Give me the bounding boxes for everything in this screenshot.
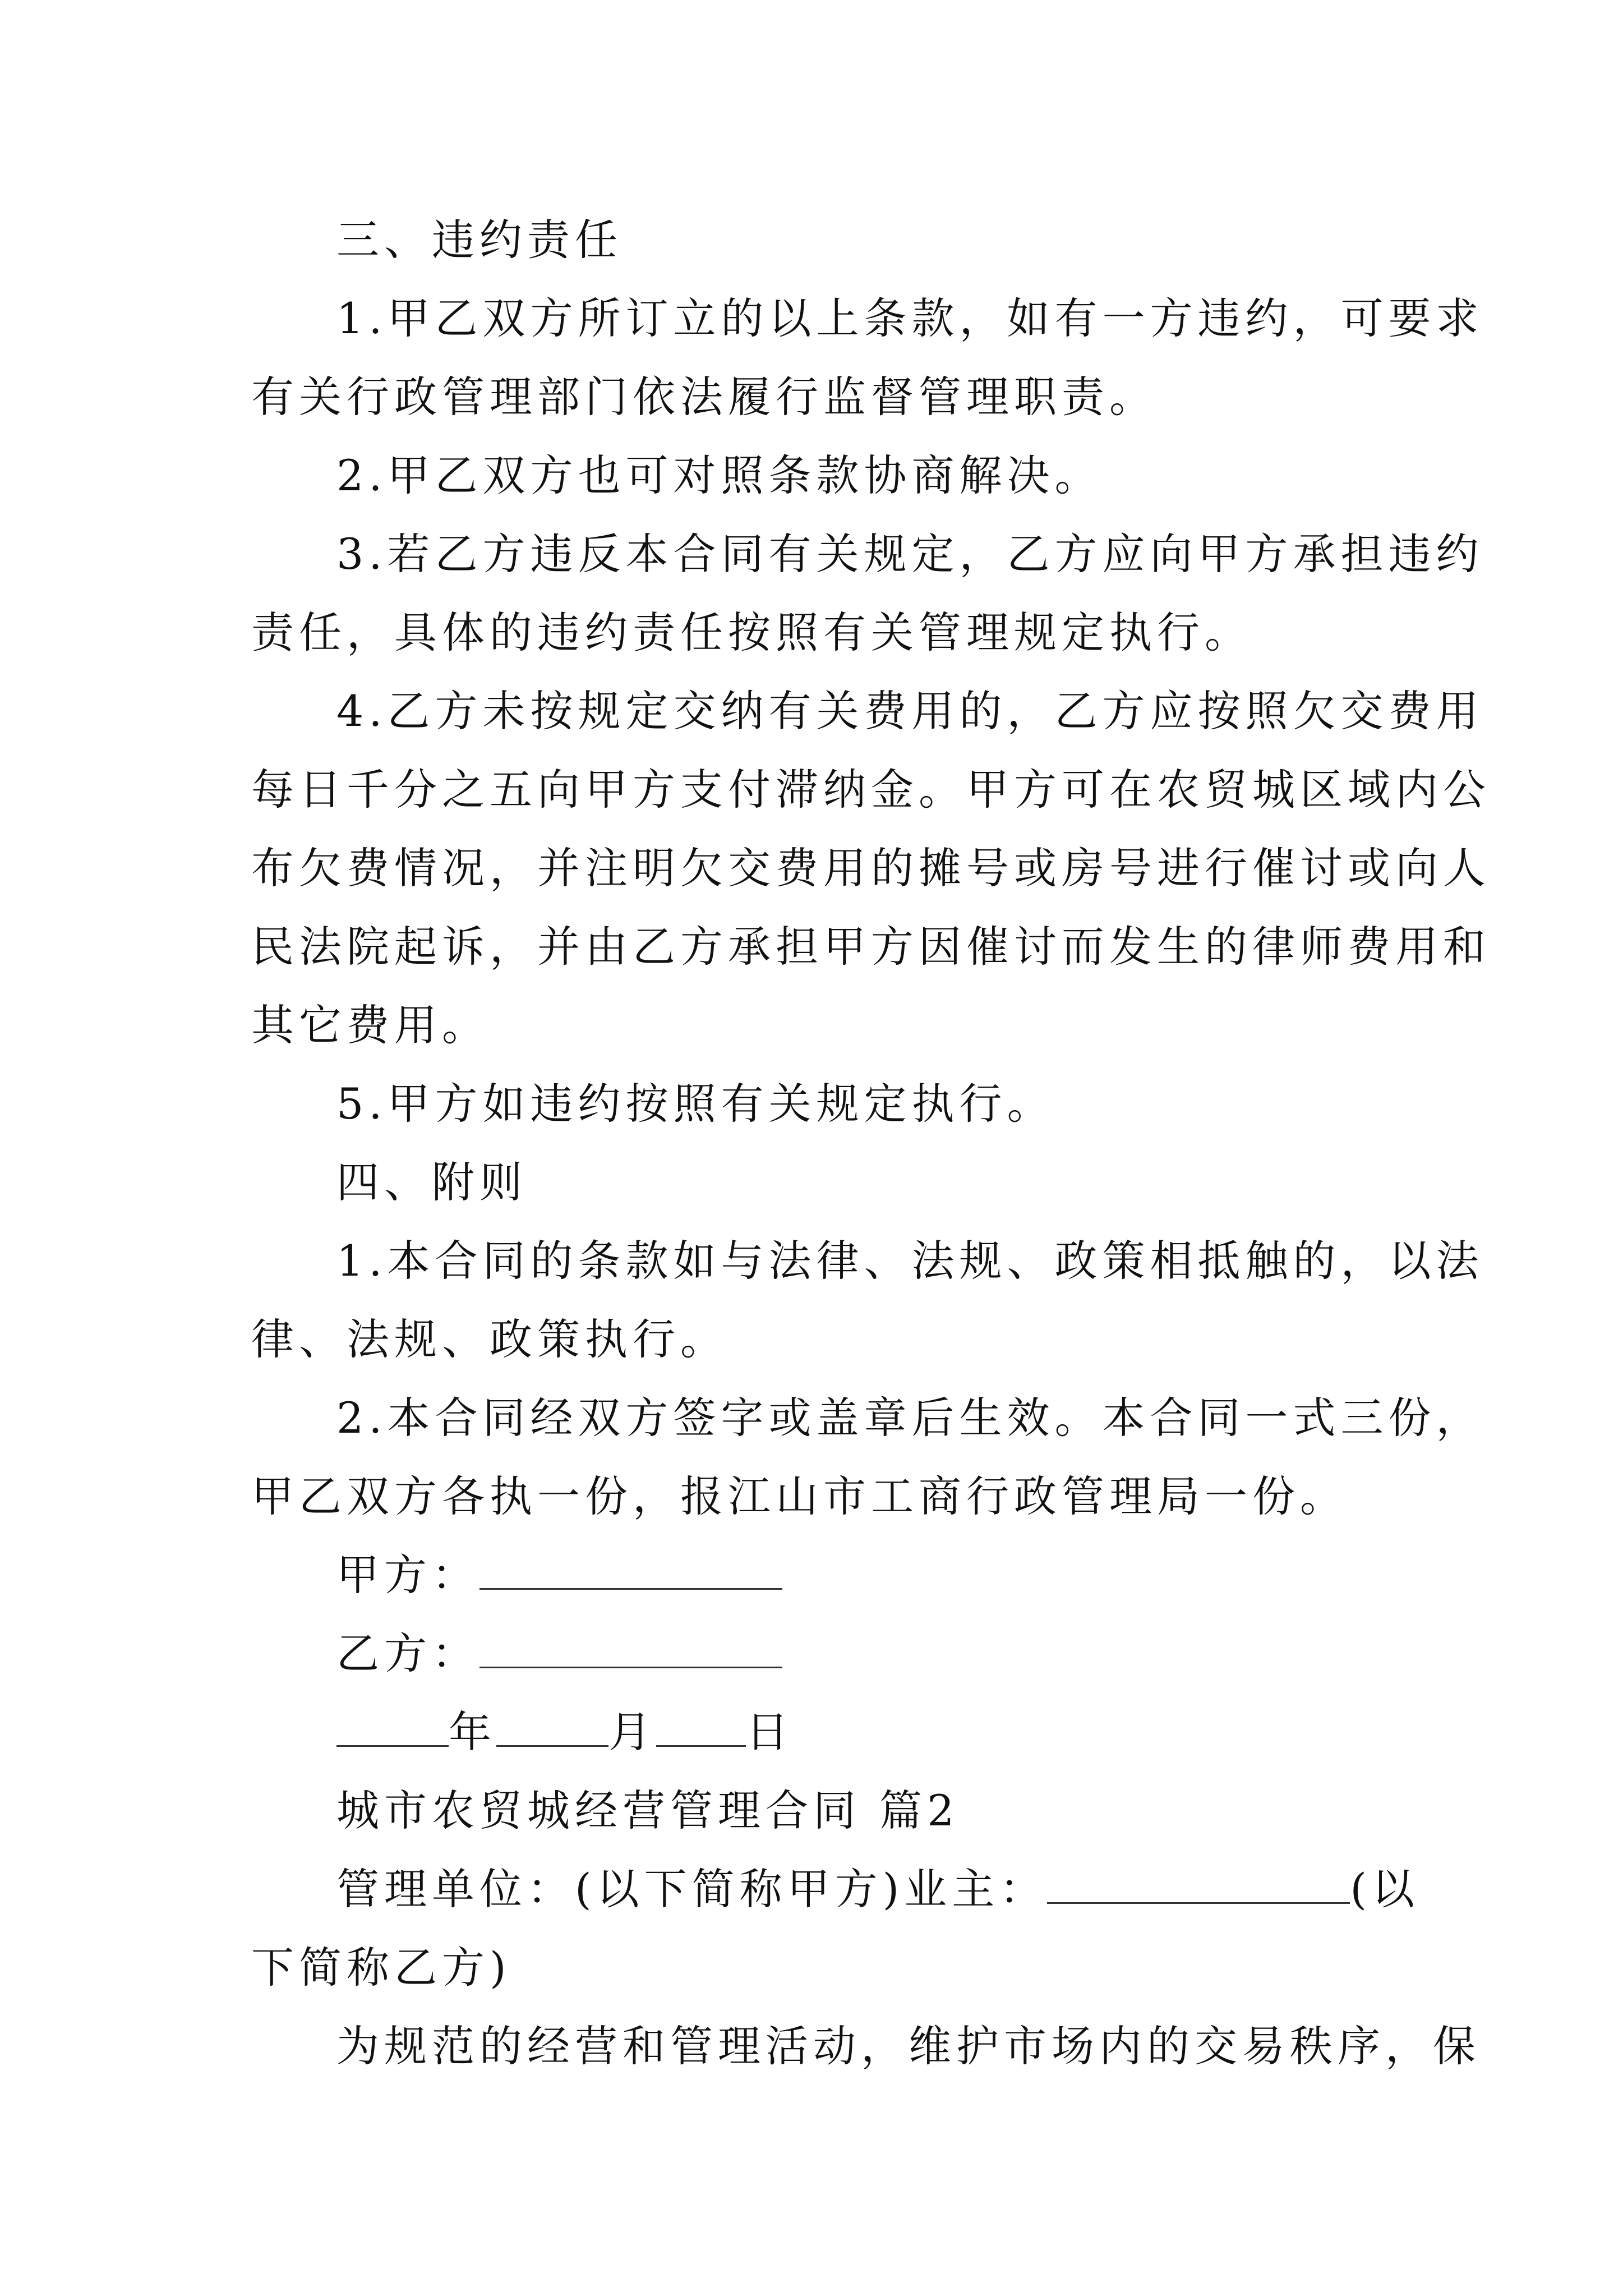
management-unit-suffix: (以	[1350, 1864, 1419, 1914]
breach-clause-2: 2.甲乙双方也可对照条款协商解决。	[336, 450, 1103, 500]
breach-clause-3-line1: 3.若乙方违反本合同有关规定，乙方应向甲方承担违约	[336, 529, 1484, 579]
party-a-label: 甲方：	[336, 1550, 479, 1600]
owner-blank	[1047, 1863, 1350, 1904]
party-b-blank	[479, 1627, 782, 1668]
party-a-signature-line	[336, 1547, 782, 1603]
month-blank	[496, 1706, 608, 1747]
heading-breach-liability: 三、违约责任	[336, 215, 623, 265]
breach-clause-1-line2: 有关行政管理部门依法履行监督管理职责。	[251, 372, 1157, 422]
part2-intro: 为规范的经营和管理活动，维护市场内的交易秩序，保	[336, 2021, 1481, 2071]
supplementary-clause-2-line1: 2.本合同经双方签字或盖章后生效。本合同一式三份，	[336, 1393, 1484, 1443]
heading-supplementary: 四、附则	[336, 1157, 527, 1207]
supplementary-clause-2-line2: 甲乙双方各执一份，报江山市工商行政管理局一份。	[251, 1471, 1348, 1521]
breach-clause-1-line1: 1.甲乙双方所订立的以上条款，如有一方违约，可要求	[336, 293, 1484, 343]
management-unit-line	[336, 1861, 1419, 1917]
party-b-label: 乙方：	[336, 1628, 479, 1678]
day-blank	[656, 1706, 746, 1747]
date-month-label: 月	[608, 1707, 656, 1757]
breach-clause-4-line5: 其它费用。	[251, 1000, 490, 1050]
supplementary-clause-1-line2: 律、法规、政策执行。	[251, 1314, 728, 1364]
breach-clause-4-line1: 4.乙方未按规定交纳有关费用的，乙方应按照欠交费用	[336, 686, 1484, 736]
breach-clause-4-line2: 每日千分之五向甲方支付滞纳金。甲方可在农贸城区域内公	[251, 765, 1491, 815]
contract-part2-title: 城市农贸城经营管理合同 篇2	[336, 1786, 960, 1835]
breach-clause-5: 5.甲方如违约按照有关规定执行。	[336, 1079, 1055, 1129]
party-b-signature-line	[336, 1626, 782, 1682]
supplementary-clause-1-line1: 1.本合同的条款如与法律、法规、政策相抵触的，以法	[336, 1236, 1484, 1286]
management-unit-text: 管理单位：(以下简称甲方)业主：	[336, 1864, 1048, 1914]
management-unit-line2: 下简称乙方)	[251, 1943, 511, 1993]
party-a-blank	[479, 1549, 782, 1590]
breach-clause-3-line2: 责任，具体的违约责任按照有关管理规定执行。	[251, 608, 1252, 657]
date-day-label: 日	[746, 1707, 794, 1757]
date-line	[336, 1704, 794, 1760]
breach-clause-4-line3: 布欠费情况，并注明欠交费用的摊号或房号进行催讨或向人	[251, 843, 1491, 893]
breach-clause-4-line4: 民法院起诉，并由乙方承担甲方因催讨而发生的律师费用和	[251, 922, 1491, 972]
year-blank	[336, 1706, 449, 1747]
date-year-label: 年	[449, 1707, 496, 1757]
